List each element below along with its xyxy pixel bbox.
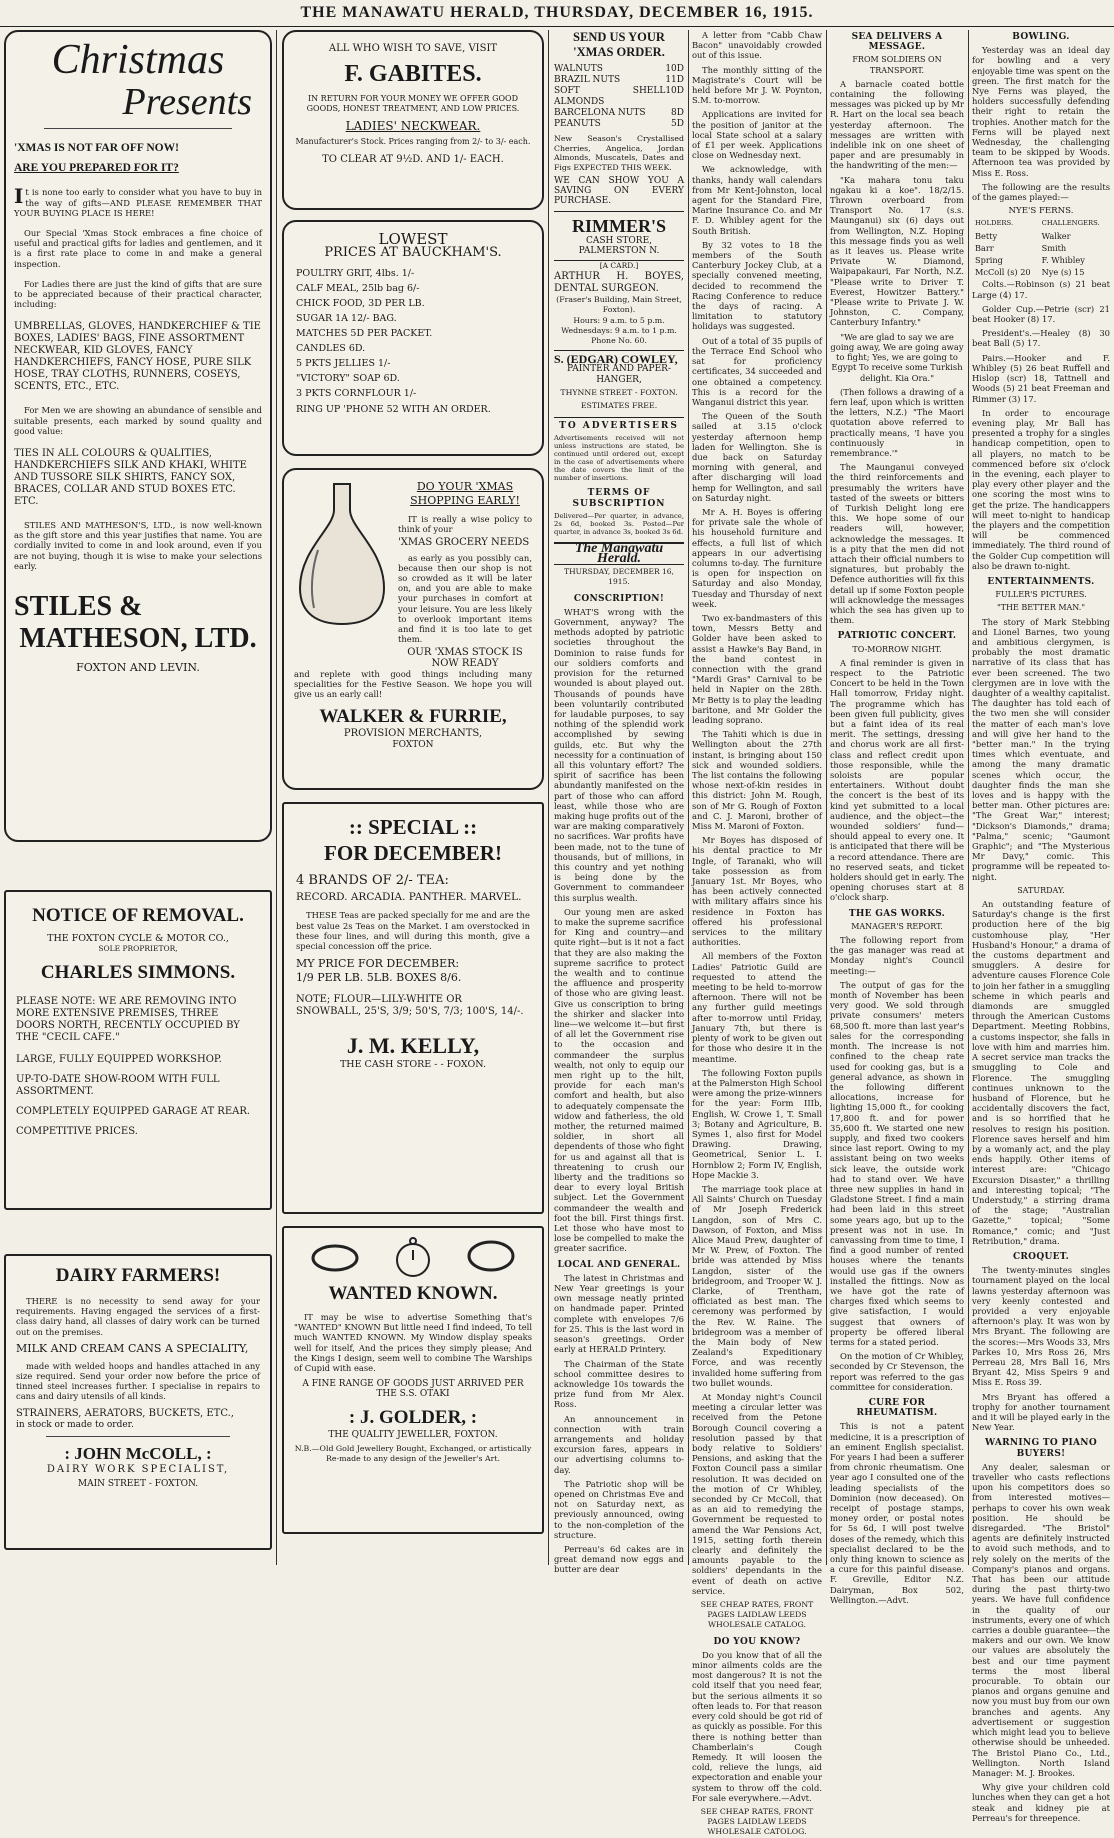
col4-paragraph-14: The marriage took place at All Saints' Church on Tuesday of Mr Joseph Frederick Langdon, son of Mrs C. Dawson, of Foxton, and Miss Alice Maud Prew, daughter of Mr W. Prew, of Foxton. The bride was attended by Miss Langdon, sister of the bridegroom, and Trooper W. J. Clarke, of Trentham, officiated as best man. The ceremony was performed by the Rev. W. Raine. The bridegroom was a member of the Main body of New Zealand's Expeditionary Force, and was recently invalided home suffering from two bullet wounds.: [692, 1183, 822, 1388]
rimmers-name: RIMMER'S: [554, 211, 684, 236]
patriotic-concert-body: A final reminder is given in respect to the Patriotic Concert to be held in the Town Hall tomorrow, Friday night. The programme which has been given full publicity, gives but a faint idea of its real merit. The settings, dressing and chorus work are all first-class and reflect credit upon those responsible, while the soloists are popular entertainers. Without doubt the concert is the best of its kind yet submitted to a local audience, and the object—the wounded soldiers' fund—should appeal to every one. It is anticipated that there will be a record attendance. There are no reserved seats, and ticket holders should get in early. The opening choruses start at 8 o'clock sharp.: [830, 657, 964, 903]
gabites-clear: TO CLEAR AT 9½D. AND 1/- EACH.: [322, 154, 504, 166]
gabites-offer: IN RETURN FOR YOUR MONEY WE OFFER GOOD GOODS, HONEST TREATMENT, AND LOW PRICES.: [306, 94, 520, 114]
removal-line-3: COMPLETELY EQUIPPED GARAGE AT REAR.: [16, 1106, 251, 1118]
xmas-order-saving: WE CAN SHOW YOU A SAVING ON EVERY PURCHASE.: [554, 176, 684, 207]
removal-name: CHARLES SIMMONS.: [40, 962, 236, 984]
col4-paragraph-5: By 32 votes to 18 the members of the South Canterbury Jockey Club, at a specially convened meeting, decided to recommend the Racing Conference to reduce the days of racing. A limitation to statutory holidays was suggested.: [692, 239, 822, 332]
special-price: 1/9 PER LB. 5LB. BOXES 8/6.: [296, 971, 462, 985]
price-list-item: SUGAR 1A 12/- BAG.: [296, 313, 397, 325]
walker-grocery: 'XMAS GROCERY NEEDS: [398, 537, 530, 549]
cheap-rates-notice: SEE CHEAP RATES, FRONT PAGES LAIDLAW LEEDS WHOLESALE CATALOG.: [700, 1600, 814, 1630]
nut-name: BARCELONA NUTS: [554, 108, 646, 118]
col4-paragraph-2: The monthly sitting of the Magistrate's Court will be held before Mr J. W. Poynton, S.M. to-morrow.: [692, 64, 822, 106]
column-2: [282, 30, 544, 1565]
advertisers-heading: TO ADVERTISERS: [554, 417, 684, 431]
dairy-order: in stock or made to order.: [16, 1419, 134, 1430]
cheap-rates-notice-2: SEE CHEAP RATES, FRONT PAGES LAIDLAW LEEDS WHOLESALE CATOLOG.: [700, 1806, 814, 1837]
column-1: [4, 30, 272, 1565]
gas-paragraph-1: The following report from the gas manager was read at Monday night's Council meeting:—: [830, 935, 964, 976]
nut-name: PEANUTS: [554, 119, 601, 129]
col4-paragraph-9: Two ex-bandmasters of this town, Messrs Betty and Golder have been asked to assist a Hawke's Bay Band, in the band contest in connection with the grand "Mardi Gras" Carnival to be held in Napier on the 28th. Mr Betty is to play the leading baritone, and Mr Golder the leading soprano.: [692, 612, 822, 725]
nut-price-row: [554, 64, 684, 75]
fullers-pictures: FULLER'S PICTURES.: [995, 590, 1087, 600]
col4-paragraph-15: At Monday night's Council meeting a circular letter was received from the Petone Borough Council covering a resolution passed by that body relative to Soldiers' Pensions, and asking that the Foxton Council pass a similar resolution. It was decided on the motion of Cr Whibley, seconded by Cr McColl, that as an aid to remedying the Government be requested to amend the War Pensions Act, 1915, setting forth therein clearly and definitely the amounts payable to the soldiers' dependants in the event of death on active service.: [692, 1392, 822, 1596]
table-cell: Spring: [975, 255, 1003, 266]
local-general-heading: LOCAL AND GENERAL.: [557, 1259, 681, 1270]
gabites-name: F. GABITES.: [344, 61, 482, 88]
dairy-farmers-ad: [4, 1254, 272, 1550]
kelly-special-ad: [282, 802, 544, 1214]
dairy-stock: STRAINERS, AERATORS, BUCKETS, ETC.,: [16, 1407, 234, 1419]
nut-price-list: [554, 64, 684, 130]
table-row: [974, 243, 1108, 253]
nyes-ferns-table: [972, 216, 1110, 279]
saturday-label: SATURDAY.: [1017, 885, 1065, 895]
entertainments-paragraph-2: An outstanding feature of Saturday's change is the first production here of the big customhouse play, "Her Husband's Honour," a drama of the customs department and smugglers. A desire for adventure causes Florence Cole to join her father in a smuggling scheme in which pearls and diamonds are smuggled through the American Customs Department. Meeting Robbins, a customs inspector, she falls in love with him and marries him. A secret service man tracks the smuggling to Cole and Florence. The smuggling continues unknown to the husband of Florence, but he accidentally discovers the fact, and is so horrified that he resolves to resign his position. Florence saves herself and him by a womanly act, and the play ends happily. Other items of interest are: "Chicago Excursion Disaster," a thrilling and interesting topical; "The Understudy," a stirring drama of the stage; "Australian Gazette," topical; "Some Romance," comic; and "Just Retribution," drama.: [972, 899, 1110, 1246]
special-brands: 4 BRANDS OF 2/- TEA:: [296, 873, 449, 888]
local-paragraph-4: The Patriotic shop will be opened on Christmas Eve and not on Saturday next, as previously announced, owing to the non-completion of the structure.: [554, 1478, 684, 1540]
price-list-item: 3 PKTS CORNFLOUR 1/-: [296, 388, 417, 400]
stock-paragraph: Our Special 'Xmas Stock embraces a fine choice of useful and practical gifts for ladies and gentlemen, and it is a first rate place to come in and make a general inspection.: [14, 228, 262, 269]
local-paragraph-5: Perreau's 6d cakes are in great demand now eggs and butter are dear: [554, 1543, 684, 1575]
dairy-title: DAIRY FARMERS!: [55, 1265, 221, 1286]
gabites-stock: Manufacturer's Stock. Prices ranging from 2/- to 3/- each.: [295, 136, 531, 146]
nut-price-row: [554, 119, 684, 130]
walker-headline: DO YOUR 'XMAS SHOPPING EARLY!: [410, 480, 520, 507]
bowling-heading: BOWLING.: [1012, 32, 1070, 42]
sea-paragraph-1: A barnacle coated bottle containing the following messages was picked up by Mr R. Hart on the local sea beach yesterday afternoon. The messages are written with indelible ink on one sheet of paper and are presumably in the handwriting of the men:—: [830, 78, 964, 171]
column-rule: [826, 30, 827, 1565]
wanted-verse: IT may be wise to advertise Something that's "WANTED" KNOWN But little need I find indeed, To tell much WANTED KNOWN. My Window display speaks well for itself, And the prices they simply please; And the Kings I design, seem well to combine The Warships of Cupid with ease.: [294, 1312, 533, 1374]
nut-price: 10D: [665, 64, 684, 74]
column-rule: [276, 30, 277, 1565]
kelly-store: THE CASH STORE - - FOXON.: [339, 1058, 487, 1070]
column-6: [972, 30, 1110, 1823]
removal-proprietor: SOLE PROPRIETOR,: [98, 944, 178, 954]
ladies-list: UMBRELLAS, GLOVES, HANDKERCHIEF & TIE BOXES, LADIES' BAGS, FINE ASSORTMENT NECKWEAR, KID GLOVES, FANCY HANDKERCHIEFS, FANCY HOSE, PURE SILK HOSE, TRAY CLOTHS, RUNNERS, COSEYS, SCENTS, ETC., ETC.: [14, 321, 261, 393]
walker-sub: PROVISION MERCHANTS,: [343, 728, 483, 740]
terms-heading: TERMS OF SUBSCRIPTION: [572, 488, 666, 509]
table-cell: Nye (s) 15: [1041, 267, 1085, 278]
rheumatism-heading: CURE FOR RHEUMATISM.: [856, 1398, 938, 1419]
walker-furrie-ad: [282, 468, 544, 790]
bauckham-ring: RING UP 'PHONE 52 WITH AN ORDER.: [296, 404, 491, 416]
col4-paragraph-10: The Tahiti which is due in Wellington about the 27th instant, is bringing about 150 sick and wounded soldiers. The list contains the following whose next-of-kin resides in this district: John M. Rough, son of Mr G. Rough of Foxton and C. J. Maroni, brother of Miss M. Maroni of Foxton.: [692, 729, 822, 832]
herald-flag: The Manawatu Herald.: [554, 542, 684, 565]
price-list-item: CANDLES 6D.: [296, 343, 366, 355]
closing-paragraph: STILES AND MATHESON'S, LTD., is now well-known as the gift store and this year justifies that name. You are cordially invited to come in and look around, even if you are not buying, though it is wise to make your selections early.: [14, 520, 262, 571]
patriotic-concert-sub: TO-MORROW NIGHT.: [852, 644, 942, 654]
nyes-ferns-heading: NYE'S FERNS.: [1008, 206, 1074, 217]
conscription-heading: CONSCRIPTION!: [573, 593, 665, 604]
firm-name-1: STILES &: [14, 591, 143, 623]
conscription-paragraph-1: WHAT'S wrong with the Government, anyway? The methods adopted by patriotic societies throughout the Dominion to raise funds for our soldiers comforts and provision for the returned wounded is about played out. Thousands of pounds have been voluntarily contributed for laudable purposes, to say nothing of the splendid work accomplished by sewing guilds, etc. But why the necessity for a continuation of all this voluntary effort? The spirit of sacrifice has been abundantly manifested on the part of those who can afford least, while those who are making huge profits out of the war are making comparatively no sacrifices. War profits have been made, not to the tune of thousands, but of millions, in this country and yet nothing is being done by the Government to commandeer this surplus wealth.: [554, 606, 684, 903]
gabites-neckwear: LADIES' NECKWEAR.: [345, 118, 481, 133]
kelly-name: J. M. KELLY,: [346, 1032, 480, 1058]
nut-price: 11D: [665, 75, 684, 85]
cowley-address: THYNNE STREET - FOXTON.: [560, 387, 678, 397]
rimmers-sub: CASH STORE, PALMERSTON N.: [578, 235, 660, 256]
col4-paragraph-4: We acknowledge, with thanks, handy wall calendars from Mr Kent-Johnston, local agent for the Standard Fire, Marine Insurance Co. and Mr F. D. Whibley agent for the South British.: [692, 164, 822, 236]
nut-price-row: [554, 108, 684, 119]
col4-paragraph-1: A letter from "Cabb Chaw Bacon" unavoidably crowded out of this issue.: [692, 30, 822, 61]
boyes-address: (Fraser's Building, Main Street, Foxton).: [556, 295, 682, 315]
wanted-arrived: A FINE RANGE OF GOODS JUST ARRIVED PER THE S.S. OTAKI: [302, 1379, 524, 1400]
walker-body: as early as you possibly can, because then our shop is not so crowded as it will be later on, and you are able to make your purchases in comfort at your leisure. You are less likely to overlook important items and find it is too late to get them.: [398, 552, 532, 645]
local-paragraph-1: The latest in Christmas and New Year greetings is your own message neatly printed on handmade paper. Printed complete with envelopes 7/6 for 25. This is the last word in season's greetings. Order early at HERALD Printery.: [554, 1272, 684, 1355]
removal-line-2: UP-TO-DATE SHOW-ROOM WITH FULL ASSORTMENT.: [16, 1074, 220, 1098]
do-you-know-heading: DO YOU KNOW?: [713, 1636, 801, 1647]
entertainments-heading: ENTERTAINMENTS.: [987, 576, 1095, 587]
bauckham-ad: [282, 220, 544, 456]
table-row: [974, 255, 1108, 265]
column-4: [692, 30, 822, 1837]
table-cell: Smith: [1041, 242, 1067, 253]
table-cell: F. Whibley: [1041, 255, 1085, 266]
removal-notice-ad: [4, 890, 272, 1210]
headline-1: 'XMAS IS NOT FAR OFF NOW!: [14, 142, 179, 154]
headline-2: ARE YOU PREPARED FOR IT?: [14, 162, 179, 175]
rheumatism-body: This is not a patent medicine, it is a prescription of an eminent English specialist. For years I had been a sufferer from chronic rheumatism. One year ago I consulted one of the leading specialists of the Dominion (now deceased). On receipt of postage stamps, money order, or postal notes for 5s 6d, I will post twelve doses of the remedy, which this specialist declared to be the only thing known to science as a cure for this painful disease. F. Greville, Editor N.Z. Dairyman, Box 502, Wellington.—Advt.: [830, 1421, 964, 1605]
stiles-matheson-ad: [4, 30, 272, 842]
intro-paragraph: It is none too early to consider what you have to buy in the way of gifts—AND PLEASE REMEMBER THAT YOUR BUYING PLACE IS HERE!: [14, 184, 262, 218]
terms-body: Delivered—Per quarter, in advance, 2s 6d, booked 3s. Posted—Per quarter, in advance 3s, booked 3s 6d.: [554, 511, 684, 536]
croquet-paragraph-1: The twenty-minutes singles tournament played on the local lawns yesterday afternoon was very keenly contested and provided a very enjoyable afternoon's play. It was won by Mrs Bryant. The following are the scores:—Mrs Woods 33, Mrs Parkes 10, Mrs Ross 26, Mrs Perreau 28, Mrs Ball 16, Mrs Bryant 42, Miss Speirs 9 and Miss E. Ross 39.: [972, 1265, 1110, 1388]
bowling-paragraph-2: The following are the results of the games played:—: [972, 181, 1110, 203]
gas-paragraph-3: On the motion of Cr Whibley, seconded by Cr Stevenson, the report was referred to the gas committee for consideration.: [830, 1351, 964, 1392]
golder-nb: N.B.—Old Gold Jewellery Bought, Exchanged, or artistically Re-made to any design of the Jeweller's Art.: [294, 1443, 532, 1464]
sea-message-heading: SEA DELIVERS A MESSAGE.: [851, 32, 943, 53]
col4-paragraph-8: Mr A. H. Boyes is offering for private sale the whole of his household furniture and effects, a full list of which appears in our advertising columns to-day. The furniture is open for inspection on Saturday and also Monday, Tuesday and Thursday of next week.: [692, 506, 822, 609]
local-paragraph-2: The Chairman of the State school committee desires to acknowledge 10s towards the prize fund from Mr Alex. Ross.: [554, 1358, 684, 1410]
herald-date: THURSDAY, DECEMBER 16, 1915.: [564, 567, 674, 587]
divider: [46, 1436, 230, 1437]
removal-company: THE FOXTON CYCLE & MOTOR CO.,: [47, 933, 229, 944]
walker-stock: OUR 'XMAS STOCK IS NOW READY: [407, 647, 523, 669]
nut-price-row: [554, 86, 684, 108]
gas-paragraph-2: The output of gas for the month of November has been very good. We sold through private consumers' meters 68,500 ft. more than last year's sales for the corresponding month. The increase is not confined to the cheap rate used for cooking gas, but is a general advance, as shown in the following different allocations, increase for lighting 15,000 ft., for cooking 17,800 ft. and for power 35,600 ft. We started one new supply, and fixed two cookers since last report. Owing to my assistant being on two weeks sick leave, the outside work had to stand over. We have three new supplies in hand in Gladstone Street. I find a main had been laid in this street some years ago, but up to the present was not in use. In canvassing from time to time, I find a good number of rented houses where the tenants would use gas if the owners installed the fittings. Now as we have got the rate of charges fixed which seems to give satisfaction, I would suggest that owners of property be offered liberal terms for a stated period.: [830, 979, 964, 1347]
sea-verse: "We are glad to say we are going away, We are going away to fight; Yes, we are going to Egypt To receive some Turkish delight. Kia Ora.": [830, 331, 964, 383]
price-list-item: CALF MEAL, 25lb bag 6/-: [296, 283, 420, 295]
special-price-heading: MY PRICE FOR DECEMBER:: [296, 957, 460, 971]
gas-works-heading: THE GAS WORKS.: [848, 908, 946, 919]
dairy-name: : JOHN McCOLL, :: [64, 1443, 212, 1463]
sea-paragraph-2: "Ka mahara tonu taku ngakau ki a koe". 18/2/15. Thrown overboard from Transport No. 17 (s.s. Maunganui) six (6) days out from Wellington, N.Z. Hoping this message finds you as well as it leaves us. Please write Private W. Diamond, Waipapakauri, Far North, N.Z. "Please write to Driver T. Everest, Howitzer Battery." "Please write to Private J. W. Johnston, C. Company, Canterbury Infantry.": [830, 174, 964, 328]
sea-message-sub: FROM SOLDIERS ON TRANSPORT.: [852, 55, 942, 75]
gabites-top: ALL WHO WISH TO SAVE, VISIT: [328, 43, 498, 54]
cowley-estimates: ESTIMATES FREE.: [580, 401, 658, 411]
entertainments-paragraph-1: The story of Mark Stebbing and Lionel Barnes, two young and ambitious clergymen, is probably the most dramatic narrative of its class that has ever been screened. The two clergymen are in love with the daughter of a wealthy capitalist. The daughter has told each of the two men she will consider the matter of each man's love and will give her hand to the "better man." In the trying times which eventuate, and among the many dramatic scenes which occur, the daughter finds the man she loves and is happy with the better man. Other pictures are: "The Great War," interest; "Dickson's Diamonds," drama; "Palma," scenic; "Gaumont Graphic"; and "The Mysterious Mr Davy," comic. This programme will be repeated to-night.: [972, 616, 1110, 882]
croquet-paragraph-2: Mrs Bryant has offered a trophy for another tournament and it will be played early in the New Year.: [972, 1391, 1110, 1433]
price-list-item: 5 PKTS JELLIES 1/-: [296, 358, 391, 370]
bauckham-title-2: PRICES AT BAUCKHAM'S.: [324, 245, 502, 261]
bauckham-price-list: [296, 266, 530, 401]
bowling-paragraph-6: Pairs.—Hooker and F. Whibley (5) 26 beat Ruffell and Hislop (scr) 18, Tattnell and Woods (5) 21 beat Freeman and Rimmer (3) 17.: [972, 352, 1110, 404]
nut-name: WALNUTS: [554, 64, 603, 74]
golder-sub: THE QUALITY JEWELLER, FOXTON.: [328, 1429, 498, 1440]
golder-name: : J. GOLDER, :: [348, 1406, 478, 1428]
nut-price: 5D: [671, 119, 684, 129]
divider: [44, 128, 232, 129]
nut-name: SOFT SHELL ALMONDS: [554, 86, 666, 107]
walker-closing: and replete with good things including many specialities for the Festive Season. We hope you will give us an early call!: [294, 668, 532, 700]
col4-paragraph-7: The Queen of the South sailed at 3.15 o'clock yesterday afternoon hemp laden for Wellington. She is due back on Saturday morning with general, and after discharging will load hemp for Wellington, and sail on Saturday night.: [692, 411, 822, 503]
dairy-intro: THERE is no necessity to send away for your requirements. Having engaged the services of a first-class dairy hand, all classes of dairy work can be turned out on the premises.: [16, 1296, 260, 1337]
piano-warning-heading: WARNING TO PIANO BUYERS!: [985, 1438, 1097, 1459]
bowling-paragraph-5: President's.—Healey (8) 30 beat Ball (5) 17.: [972, 328, 1110, 349]
firm-towns: FOXTON AND LEVIN.: [76, 661, 200, 675]
col4-paragraph-11: Mr Boyes has disposed of his dental practice to Mr Ingle, of Taranaki, who will take possession as from January 1st. Mr Boyes, who has been actively connected with military affairs since his residence in Foxton has offered his professional services to the military authorities.: [692, 835, 822, 948]
golder-jeweller-ad: [282, 1226, 544, 1534]
ladies-paragraph: For Ladies there are just the kind of gifts that are sure to be appreciated because of their practical character, including:: [14, 278, 262, 310]
removal-line-4: COMPETITIVE PRICES.: [16, 1126, 138, 1138]
nut-price: 10D: [665, 86, 684, 96]
col4-paragraph-13: The following Foxton pupils at the Palmerston High School were among the prize-winners for the year: Form IIIb, English, W. Crowe 1, T. Small 3; Botany and Agriculture, B. Symes 1, also first for Model Drawing. Drawing, Geometrical, Senior L. I. Hornblow 2; Form IV, English, Hope Mackie 3.: [692, 1067, 822, 1180]
men-paragraph: For Men we are showing an abundance of sensible and suitable presents, each marked by sound quality and good value:: [14, 405, 262, 436]
wanted-title: WANTED KNOWN.: [328, 1283, 498, 1304]
cowley-name: S. (EDGAR) COWLEY,: [554, 350, 684, 364]
table-cell: Barr: [975, 242, 994, 253]
dairy-specialist: DAIRY WORK SPECIALIST,: [46, 1463, 230, 1475]
removal-title: NOTICE OF REMOVAL.: [32, 905, 244, 926]
xmas-order-body: New Season's Crystallised Cherries, Angelica, Jordan Almonds, Muscatels, Dates and Figs EXPECTED THIS WEEK.: [554, 134, 684, 172]
col4-paragraph-3: Applications are invited for the position of janitor at the local State school at a salary of £1 per week. Applications close on Wednesday next.: [692, 109, 822, 161]
bowling-paragraph-3: Colts.—Robinson (s) 21 beat Large (4) 17.: [972, 279, 1110, 300]
column-rule: [968, 30, 969, 1565]
nut-name: BRAZIL NUTS: [554, 75, 621, 85]
special-note: NOTE; FLOUR—LILY-WHITE OR SNOWBALL, 25'S, 3/9; 50'S, 7/3; 100'S, 14/-.: [296, 993, 524, 1017]
bowling-paragraph-7: In order to encourage evening play, Mr Ball has presented a trophy for a singles handicap competition, open to all players, no match to be commenced before six o'clock in the evening, each player to play every other player and the one scoring the most wins to get the prize. The handicappers will meet to-night to handicap the players and the competition will be commenced immediately. The third round of the Golder Cup competition will also be drawn to-night.: [972, 407, 1110, 571]
bangle-icon: [466, 1236, 516, 1276]
table-row: [974, 231, 1108, 241]
boyes-hours: Hours: 9 a.m. to 5 p.m. Wednesdays: 9 a.m. to 1 p.m. Phone No. 60.: [561, 315, 677, 346]
col4-paragraph-12: All members of the Foxton Ladies' Patriotic Guild are requested to attend the meeting to be held to-morrow afternoon. There will not be any further guild meetings after to-morrow until Friday, January 7th, but there is plenty of work to be given out for those who desire it in the meantime.: [692, 951, 822, 1064]
price-list-item: POULTRY GRIT, 4lbs. 1/-: [296, 268, 415, 280]
special-title-2: FOR DECEMBER!: [324, 841, 502, 865]
local-paragraph-3: An announcement in connection with train arrangements and holiday excursion fares, appears in our advertising columns to-day.: [554, 1413, 684, 1475]
xmas-order-title: SEND US YOUR 'XMAS ORDER.: [573, 30, 665, 59]
patriotic-concert-heading: PATRIOTIC CONCERT.: [837, 631, 957, 642]
column-rule: [688, 30, 689, 1565]
special-title-1: :: SPECIAL ::: [348, 815, 478, 839]
pocket-watch-icon: [391, 1236, 435, 1280]
dairy-address: MAIN STREET - FOXTON.: [77, 1479, 199, 1490]
sea-paragraph-4: The Maunganui conveyed the third reinforcements and presumably the writers have tasted of the sweets or bitters of Turkish Delight long ere this. We hope some of our readers will, however, acknowledge the messages. It is a pity that the men did not attach their official numbers to signatures, but probably the Defence authorities will fix this detail up if some Foxton people will acknowledge the messages which the sea has given up to them.: [830, 462, 964, 626]
cowley-sub: PAINTER AND PAPER-HANGER,: [567, 364, 671, 385]
table-cell: Walker: [1041, 230, 1071, 241]
masthead: THE MANAWATU HERALD, THURSDAY, DECEMBER 16, 1915.: [0, 0, 1114, 27]
removal-line-1: LARGE, FULLY EQUIPPED WORKSHOP.: [16, 1054, 222, 1066]
film-title: "THE BETTER MAN.": [997, 603, 1085, 613]
nut-price-row: [554, 75, 684, 86]
ginger-beer-bottle-icon: [294, 480, 390, 628]
piano-warning-body: Any dealer, salesman or traveller who casts reflections upon his competitors does so from interested motives—perhaps to cover his own weak position. He should be disregarded. "The Bristol" agents are definitely instructed to avoid such methods, and to rely solely on the merits of the Company's pianos and organs. That has been our attitude during the past thirty-two years. We have full confidence in the quality of our instruments, every one of which carries a double guarantee—the makers and our own. We know our values are absolutely the best and our time payment terms the most liberal procurable. To obtain our pianos and organs genuine and now you must buy from our own branches and agents. Any advertisement or suggestion which might lead you to believe otherwise should be unheeded. The Bristol Piano Co., Ltd., Wellington. North Island Manager: M. J. Brookes.: [972, 1461, 1110, 1778]
bowling-paragraph-1: Yesterday was an ideal day for bowling and a very enjoyable time was spent on the green. The first match for the Nye Ferns was played, the holders successfully defending their right to retain the trophies. Another match for the Ferns will be played next Wednesday, the challenging team to be skipped by Woods. Afternoon tea was provided by Miss E. Ross.: [972, 45, 1110, 178]
walker-town: FOXTON: [392, 739, 434, 750]
walker-name: WALKER & FURRIE,: [319, 706, 507, 728]
bowling-paragraph-4: Golder Cup.—Petrie (scr) 21 beat Hooker (8) 17.: [972, 303, 1110, 325]
conscription-paragraph-2: Our young men are asked to make the supreme sacrifice for King and country—and quite right—but is it not a fact that they are also making the supreme sacrifice to protect the wealth and to continue the affluence and prosperity of those who are giving least. Give us conscription to bring the shirker and slacker into line—we welcome it—but first of all let the Government rise to the occasion and commandeer the surplus wealth, not only to equip our men right up to the hilt, provide for each man's comfort and health, but also to adequately compensate the widow and fatherless, the old mother, the returned maimed soldier, in short all dependents of those who fight for us and against all that is threatening to crush our liberty and the traditions so dear to every loyal British subject. Let the Government commandeer the wealth and foot the bill. First things first. Let those who have most to lose be compelled to make the greater sacrifice.: [554, 906, 684, 1254]
price-list-item: CHICK FOOD, 3D PER LB.: [296, 298, 425, 310]
column-3: [554, 30, 684, 1575]
column-rule: [548, 30, 549, 1565]
special-tea-names: RECORD. ARCADIA. PANTHER. MARVEL.: [296, 891, 522, 904]
bauckham-title-1: LOWEST: [378, 230, 448, 248]
column-5: [830, 30, 964, 1605]
presents-title: Presents: [122, 81, 252, 123]
special-body: THESE Teas are packed specially for me and are the best value 2s Teas on the Market. I am overstocked in these four lines, and will during this month, give a special concession off the price.: [296, 910, 530, 952]
price-list-item: MATCHES 5D PER PACKET.: [296, 328, 433, 340]
advertisers-body: Advertisements received will not unless instructions are stated, be continued until ordered out, except in the case of advertisements where the date covers the limit of the number of insertions.: [554, 434, 684, 483]
dairy-speciality: MILK AND CREAM CANS A SPECIALITY,: [16, 1341, 249, 1355]
gabites-ad: [282, 30, 544, 210]
firm-name-2: MATHESON, LTD.: [19, 623, 257, 655]
do-you-know-body: Do you know that of all the minor ailments colds are the most dangerous? It is not the cold itself that you need fear, but the serious ailments it so often leads to. For that reason every cold should be got rid of as quickly as possible. For this there is nothing better than Chamberlain's Cough Remedy. It will loosen the cold, relieve the lungs, aid expectoration and enable your system to throw off the cold. For sale everywhere.—Advt.: [692, 1649, 822, 1803]
gas-works-sub: MANAGER'S REPORT.: [851, 921, 943, 931]
croquet-heading: CROQUET.: [1012, 1251, 1070, 1262]
sea-paragraph-3: (Then follows a drawing of a fern leaf, upon which is written the letters, N.Z.) "The Maori quotation above referred to practically means, 'I have you continuously in remembrance.'": [830, 386, 964, 458]
table-row: [974, 267, 1108, 277]
dairy-details: made with welded hoops and handles attached in any size required. Send your order now before the price of tinned steel increases further. I specialise in repairs to cans and dairy utensils of all kinds.: [16, 1360, 260, 1402]
nut-price: 8D: [671, 108, 684, 118]
removal-note: PLEASE NOTE: WE ARE REMOVING INTO MORE EXTENSIVE PREMISES, THREE DOORS NORTH, RECENTLY OCCUPIED BY THE "CECIL CAFE.": [16, 996, 240, 1044]
walker-intro: IT is really a wise policy to think of your: [398, 514, 532, 535]
table-cell: Betty: [975, 230, 998, 241]
christmas-title: Christmas: [51, 37, 225, 83]
men-list: TIES IN ALL COLOURS & QUALITIES, HANDKERCHIEFS SILK AND KHAKI, WHITE AND TUSSORE SILK SHIRTS, FANCY SOX, BRACES, COLLAR AND STUD BOXES ETC. ETC.: [14, 448, 247, 508]
table-cell: McColl (s) 20: [975, 267, 1031, 278]
boyes-name: ARTHUR H. BOYES, DENTAL SURGEON.: [554, 271, 684, 295]
challengers-column: CHALLENGERS.: [1041, 219, 1100, 228]
holders-column: HOLDERS.: [975, 219, 1014, 228]
card-label: [A CARD.]: [554, 260, 684, 271]
price-list-item: "VICTORY" SOAP 6D.: [296, 373, 400, 385]
perreau-pies: Why give your children cold lunches when they can get a hot steak and kidney pie at Perreau's for threepence.: [972, 1782, 1110, 1823]
ring-icon: [310, 1236, 360, 1276]
col4-paragraph-6: Out of a total of 35 pupils of the Terrace End School who sat for proficiency certificates, 34 succeeded and one obtained a competency. This is a record for the Wanganui district this year.: [692, 335, 822, 407]
